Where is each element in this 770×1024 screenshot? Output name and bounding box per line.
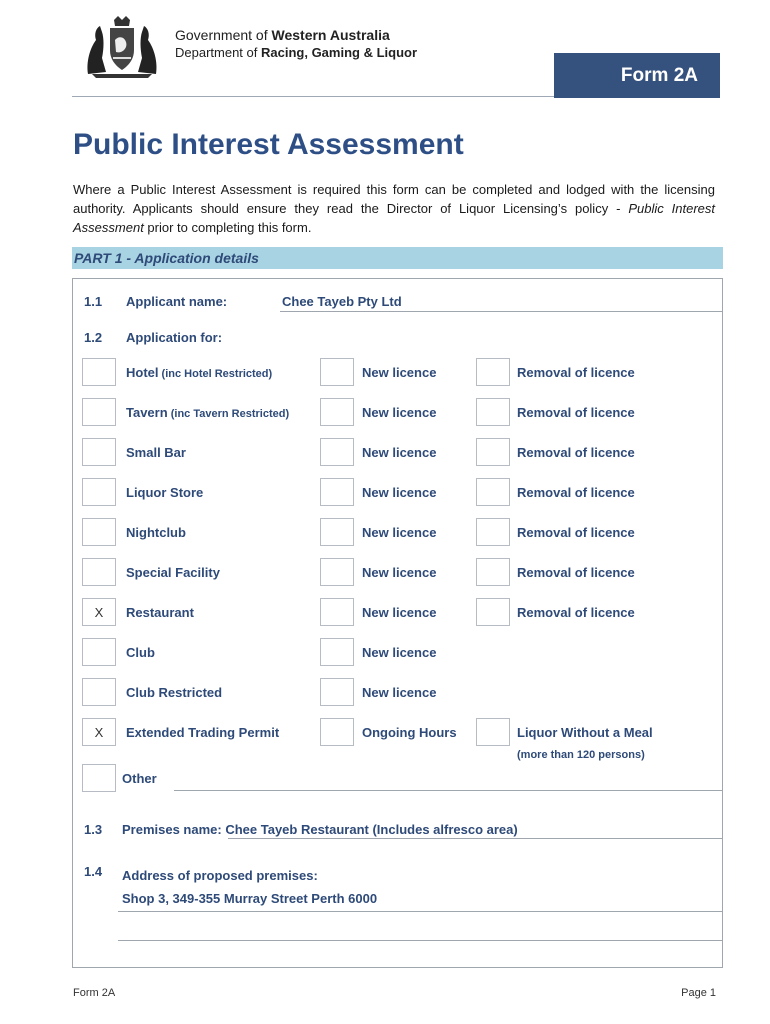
part-1-heading: PART 1 - Application details	[72, 247, 723, 269]
applicant-name-field-line	[280, 311, 723, 312]
department-name: Department of Racing, Gaming & Liquor	[175, 45, 418, 60]
liquor-store-removal-label: Removal of licence	[517, 485, 635, 500]
government-name: Government of Western Australia	[175, 27, 390, 43]
checkbox-restaurant-removal[interactable]	[476, 598, 510, 626]
option-extended-trading-permit-label: Extended Trading Permit	[126, 725, 280, 740]
club-restricted-new-licence-label: New licence	[362, 685, 437, 700]
footer-page-number: Page 1	[681, 987, 716, 999]
restaurant-new-licence-label: New licence	[362, 605, 437, 620]
checkbox-hotel-removal[interactable]	[476, 358, 510, 386]
page-title: Public Interest Assessment	[73, 128, 464, 161]
premises-name-field-line	[228, 838, 723, 839]
checkbox-hotel[interactable]	[82, 358, 116, 386]
checkbox-extended-trading-permit[interactable]: X	[82, 718, 116, 746]
checkbox-tavern[interactable]	[82, 398, 116, 426]
question-number: 1.3	[84, 822, 103, 837]
form-number-badge: Form 2A	[554, 53, 720, 98]
checkbox-special-facility-removal[interactable]	[476, 558, 510, 586]
option-small-bar-label: Small Bar	[126, 445, 186, 460]
liquor-without-meal-label: Liquor Without a Meal	[517, 725, 653, 740]
restaurant-removal-label: Removal of licence	[517, 605, 635, 620]
checkbox-club-new-licence[interactable]	[320, 638, 354, 666]
coat-of-arms-logo	[82, 14, 162, 78]
checkbox-tavern-new-licence[interactable]	[320, 398, 354, 426]
other-field-line	[174, 790, 723, 791]
question-number: 1.4	[84, 864, 103, 879]
option-liquor-store-label: Liquor Store	[126, 485, 204, 500]
premises-name-value: Chee Tayeb Restaurant (Includes alfresco area)	[225, 822, 518, 837]
tavern-new-licence-label: New licence	[362, 405, 437, 420]
liquor-without-meal-note: (more than 120 persons)	[517, 749, 645, 761]
special-facility-new-licence-label: New licence	[362, 565, 437, 580]
other-label: Other	[122, 771, 157, 786]
hotel-removal-label: Removal of licence	[517, 365, 635, 380]
checkbox-liquor-store[interactable]	[82, 478, 116, 506]
premises-name-field[interactable]	[122, 822, 518, 837]
checkbox-nightclub-removal[interactable]	[476, 518, 510, 546]
checkbox-special-facility[interactable]	[82, 558, 116, 586]
part-1-section	[72, 278, 723, 968]
option-club-restricted-label: Club Restricted	[126, 685, 223, 700]
option-club-label: Club	[126, 645, 155, 660]
checkbox-tavern-removal[interactable]	[476, 398, 510, 426]
checkbox-liquor-without-meal[interactable]	[476, 718, 510, 746]
premises-name-label: Premises name:	[122, 822, 226, 837]
footer-form-label: Form 2A	[73, 987, 116, 999]
checkbox-other[interactable]	[82, 764, 116, 792]
checkbox-special-facility-new-licence[interactable]	[320, 558, 354, 586]
address-field-line-2	[118, 940, 723, 941]
club-new-licence-label: New licence	[362, 645, 437, 660]
checkbox-small-bar-new-licence[interactable]	[320, 438, 354, 466]
option-hotel-label: Hotel (inc Hotel Restricted)	[126, 365, 273, 380]
header-divider	[72, 96, 554, 97]
checkbox-club-restricted-new-licence[interactable]	[320, 678, 354, 706]
checkbox-nightclub[interactable]	[82, 518, 116, 546]
small-bar-new-licence-label: New licence	[362, 445, 437, 460]
checkbox-club-restricted[interactable]	[82, 678, 116, 706]
checkbox-small-bar[interactable]	[82, 438, 116, 466]
application-for-label: Application for:	[126, 330, 223, 345]
question-number: 1.2	[84, 330, 103, 345]
option-tavern-label: Tavern (inc Tavern Restricted)	[126, 405, 290, 420]
hotel-new-licence-label: New licence	[362, 365, 437, 380]
applicant-name-label: Applicant name:	[126, 294, 228, 309]
checkbox-small-bar-removal[interactable]	[476, 438, 510, 466]
tavern-removal-label: Removal of licence	[517, 405, 635, 420]
policy-name: Public Interest Assessment	[73, 201, 716, 235]
applicant-name-value[interactable]: Chee Tayeb Pty Ltd	[282, 294, 402, 309]
address-field-line-1	[118, 911, 723, 912]
option-restaurant-label: Restaurant	[126, 605, 194, 620]
address-label: Address of proposed premises:	[122, 868, 318, 883]
checkbox-club[interactable]	[82, 638, 116, 666]
nightclub-new-licence-label: New licence	[362, 525, 437, 540]
intro-paragraph: Where a Public Interest Assessment is required this form can be completed and lodged with the licensing authority. Applicants should ensure they read the Director of Liquor Licensing’s policy - Public Interest Assessment prior to completing this form.	[73, 182, 716, 235]
checkbox-ongoing-hours[interactable]	[320, 718, 354, 746]
liquor-store-new-licence-label: New licence	[362, 485, 437, 500]
checkbox-liquor-store-removal[interactable]	[476, 478, 510, 506]
option-special-facility-label: Special Facility	[126, 565, 220, 580]
ongoing-hours-label: Ongoing Hours	[362, 725, 457, 740]
checkbox-restaurant[interactable]: X	[82, 598, 116, 626]
special-facility-removal-label: Removal of licence	[517, 565, 635, 580]
checkbox-nightclub-new-licence[interactable]	[320, 518, 354, 546]
option-nightclub-label: Nightclub	[126, 525, 186, 540]
checkbox-liquor-store-new-licence[interactable]	[320, 478, 354, 506]
small-bar-removal-label: Removal of licence	[517, 445, 635, 460]
checkbox-hotel-new-licence[interactable]	[320, 358, 354, 386]
nightclub-removal-label: Removal of licence	[517, 525, 635, 540]
question-number: 1.1	[84, 294, 103, 309]
checkbox-restaurant-new-licence[interactable]	[320, 598, 354, 626]
address-line-1[interactable]: Shop 3, 349-355 Murray Street Perth 6000	[122, 891, 378, 906]
